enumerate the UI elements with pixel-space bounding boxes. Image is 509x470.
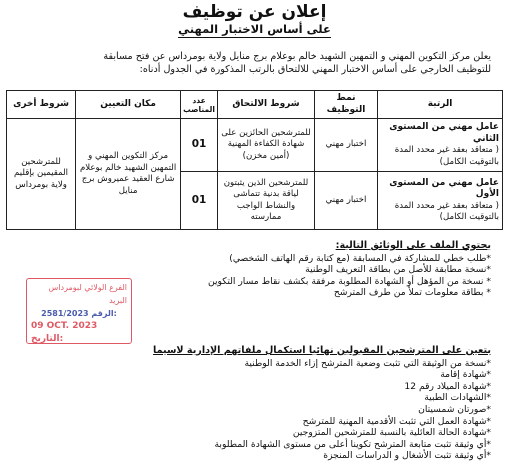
cell-count: 01 <box>181 119 218 172</box>
stamp-date: 09 OCT. 2023 <box>31 321 98 331</box>
final-section <box>21 345 491 462</box>
stamp-date-row <box>31 320 127 346</box>
cell-count: 01 <box>181 172 218 230</box>
header-other: شروط أخرى <box>7 91 76 119</box>
header-conditions: شروط الالتحاق <box>218 91 315 119</box>
stamp-ref-value: 2581/2023 <box>41 309 89 318</box>
stamp-line-1: الفرع الولائي لبومرداس <box>48 283 127 292</box>
list-item: *صورتان شمسيتان <box>418 403 491 415</box>
intro-line-2: للتوظيف الخارجي على أساس الاختبار المهني للالتحاق بالرتب المذكورة في الجدول أدناه: <box>139 64 491 75</box>
rank-note: ( متعاقد بعقد غير محدد المدة بالتوقيت الكامل) <box>394 145 499 167</box>
cell-conditions: للمترشحين الذين يثبتون لياقة بدنية تتماشى والنشاط الواجب ممارسته <box>218 172 315 230</box>
header-count: عدد المناصب <box>181 91 218 119</box>
cell-mode: اختبار مهني <box>315 119 378 172</box>
stamp-ref-label: الرقم: <box>91 309 117 318</box>
rank-title: عامل مهني من المستوى الأول <box>389 177 499 199</box>
subtitle-text: على أساس الاختبار المهني <box>178 22 331 36</box>
list-item: *أي وثيقة تثبت الأشغال و الدراسات المنجزة <box>323 450 491 462</box>
table-header-row <box>7 91 503 119</box>
stamp-ref <box>31 307 127 320</box>
official-stamp <box>26 278 132 344</box>
header-rank: الرتبة <box>378 91 503 119</box>
header-place: مكان التعيين <box>76 91 181 119</box>
header-mode: نمط التوظيف <box>315 91 378 119</box>
intro-line-1: يعلن مركز التكوين المهني و التمهين الشهيد خالم بوعلام برج منايل ولاية بومرداس عن فتح مسابقة <box>103 51 491 62</box>
rank-note: ( متعاقد بعقد غير محدد المدة بالتوقيت الكامل) <box>394 200 499 222</box>
cell-mode: اختبار مهني <box>315 172 378 230</box>
list-item: *نسخة مطابقة للأصل من بطاقة التعريف الوطنية <box>305 264 491 276</box>
table-row <box>7 119 503 172</box>
list-item: *نسخة من الوثيقة التي تثبت وضعية المترشح إزاء الخدمة الوطنية <box>244 357 491 369</box>
cell-rank <box>378 172 503 230</box>
list-item: *طلب خطي للمشاركة في المسابقة (مع كتابة رقم الهاتف الشخصي) <box>229 252 491 264</box>
jobs-table <box>6 90 503 230</box>
list-item: *شهادة العمل التي تثبت الأقدمية المهنية للمترشح <box>302 415 491 427</box>
rank-title: عامل مهني من المستوى الثاني <box>389 122 499 144</box>
cell-place: مركز التكوين المهني و التمهين الشهيد خالم بوعلام شارع العقيد عميروش برج منايل <box>76 119 181 230</box>
list-item: *شهادة الحالة العائلية بالنسبة للمترشحين المتزوجين <box>292 427 491 439</box>
list-item: *أي وثيقة تثبت متابعة المترشح تكوينا أعلى من مستوى الشهادة المطلوبة <box>214 438 491 450</box>
cell-rank <box>378 119 503 172</box>
list-item: *شهادة إقامة <box>440 369 491 381</box>
docs-heading: يحتوي الملف على الوثائق التالية: <box>335 240 491 251</box>
stamp-line-2: البريد <box>109 296 127 305</box>
intro-paragraph <box>11 50 491 76</box>
cell-conditions: للمترشحين الحائزين على شهادة الكفاءة المهنية (أمين مخزن) <box>218 119 315 172</box>
list-item: *شهادة الميلاد رقم 12 <box>404 380 491 392</box>
list-item: * بطاقة معلومات تملأ من طرف المترشح <box>333 287 491 299</box>
final-heading: بتعين على المترشحين المقبولين نهائيا استكمال ملفاتهم الإدارية لاسيما <box>153 345 491 356</box>
stamp-date-label: التاريخ: <box>31 334 64 344</box>
list-item: * نسخة من المؤهل أو الشهادة المطلوبة مرفقة بكشف نقاط مسار التكوين <box>207 275 491 287</box>
page-subtitle <box>0 22 509 36</box>
page-title: إعلان عن توظيف <box>182 2 327 22</box>
list-item: *الشهادات الطبية <box>424 392 491 404</box>
cell-other: للمترشحين المقيمين بإقليم ولاية بومرداس <box>7 119 76 230</box>
